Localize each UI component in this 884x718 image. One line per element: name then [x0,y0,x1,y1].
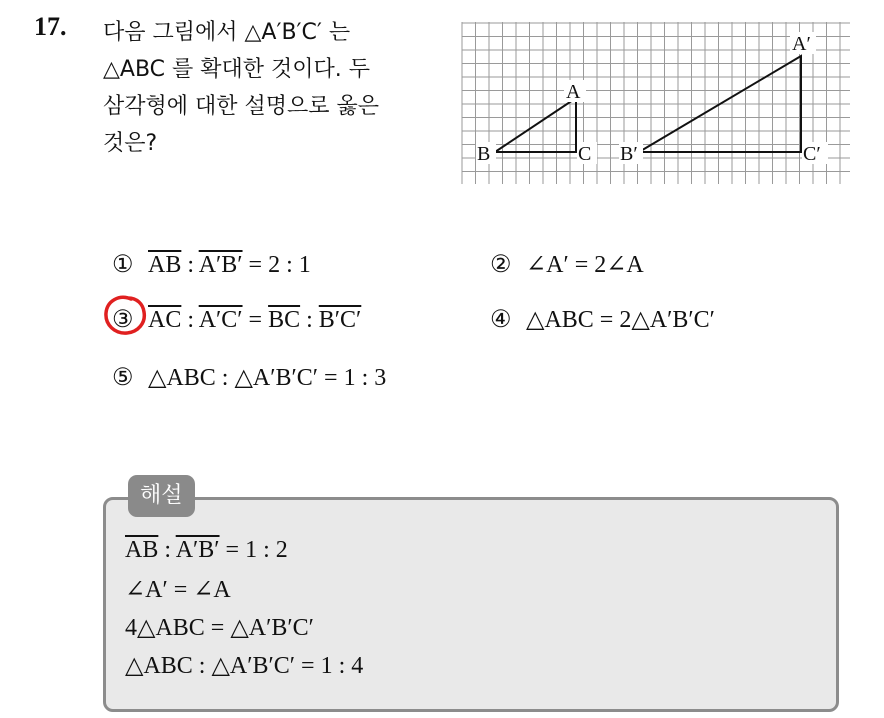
question-text [103,14,443,162]
vertex-b-label: B [477,143,491,165]
ratio-value: = 2 : 1 [242,252,311,278]
small-triangle [495,98,576,152]
explanation-line-2: ∠A′ = ∠A [125,577,231,603]
choice-number: ④ [490,307,512,333]
ratio-sep: : [181,307,199,333]
vertex-a-prime-label: A′ [792,33,811,55]
ratio-value: = 1 : 2 [219,537,288,563]
ratio-sep: : [181,252,199,278]
question-line: △ABC 를 확대한 것이다. 두 [103,57,371,82]
segment: $\overline{AB}$ [148,252,182,278]
question-line: 삼각형에 대한 설명으로 옳은 [103,94,380,119]
choice-4[interactable] [490,305,715,334]
segment: $\overline{AC}$ [148,307,182,333]
segment: $\overline{AB}$ [125,537,159,563]
choice-5[interactable] [112,363,386,392]
ratio-sep: : [300,307,319,333]
choice-text: △ABC : △A′B′C′ = 1 : 3 [148,365,387,391]
equals: = [242,307,269,333]
choice-number: ② [490,252,512,278]
question-line: 다음 그림에서 △A′B′C′ 는 [103,20,351,45]
segment: $\overline{BC}$ [268,307,301,333]
choice-2[interactable] [490,250,644,279]
choice-number: ⑤ [112,365,134,391]
vertex-a-label: A [566,81,581,103]
choice-text: △ABC = 2△A′B′C′ [526,307,715,333]
triangle-figure [460,20,852,186]
vertex-b-prime-label: B′ [620,143,638,165]
explanation-line-4: △ABC : △A′B′C′ = 1 : 4 [125,653,364,679]
question-line: 것은? [103,131,158,156]
vertex-c-label: C [578,143,592,165]
segment: A′B′ [175,537,220,563]
vertex-c-prime-label: C′ [803,143,821,165]
question-number: 17. [34,12,67,41]
choice-number: ① [112,252,134,278]
explanation-line-1 [125,537,288,564]
answer-circle-mark [101,291,151,341]
segment: B′C′ [318,307,362,333]
segment: A′C′ [198,307,243,333]
choice-text: ∠A′ = 2∠A [526,252,644,278]
explanation-line-3: 4△ABC = △A′B′C′ [125,615,314,641]
explanation-label: 해설 [128,475,195,517]
choice-1[interactable] [112,250,311,279]
choice-number: ③ [112,307,134,333]
segment: A′B′ [198,252,243,278]
ratio-sep: : [158,537,176,563]
